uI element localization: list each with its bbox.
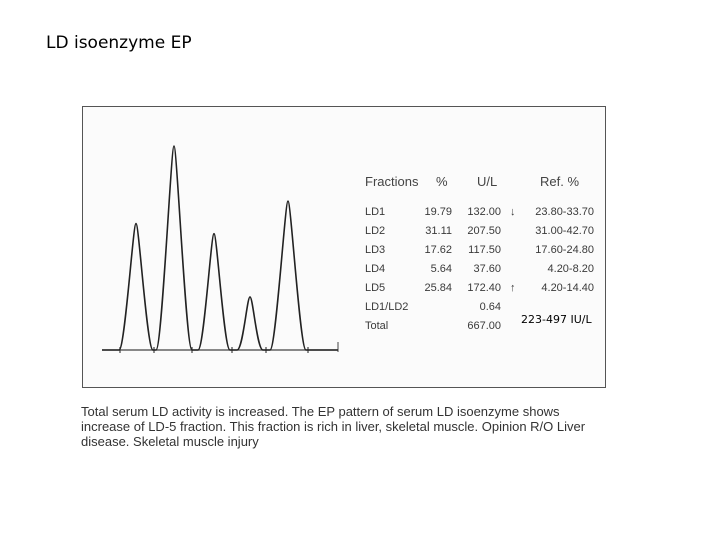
fraction-name: LD5 <box>365 282 386 294</box>
slide-title: LD isoenzyme EP <box>46 33 192 53</box>
electrophoresis-plot <box>96 120 346 360</box>
fraction-ul: 37.60 <box>473 263 501 275</box>
fraction-percent: 31.11 <box>425 225 452 237</box>
fraction-ul: 667.00 <box>467 320 501 332</box>
header-ref: Ref. % <box>540 174 580 189</box>
fraction-percent: 25.84 <box>424 282 452 294</box>
fraction-ul: 172.40 <box>467 282 501 294</box>
fraction-ul: 117.50 <box>468 244 501 256</box>
fraction-percent: 17.62 <box>424 244 452 256</box>
fraction-name: LD2 <box>365 225 386 237</box>
fraction-flag: ↑ <box>510 282 516 294</box>
fraction-name: LD1 <box>365 206 386 218</box>
interpretation-text: Total serum LD activity is increased. The EP pattern of serum LD isoenzyme shows increase of LD-5 fraction. This fraction is rich in liver, skeletal muscle. Opinion R/O Liver disease. Skeletal muscle injury <box>81 404 586 449</box>
fraction-percent: 19.79 <box>424 206 452 218</box>
fraction-ul: 207.50 <box>467 225 501 237</box>
fraction-ref: 4.20-14.40 <box>541 282 594 294</box>
header-ul: U/L <box>477 174 498 189</box>
fraction-ref: 31.00-42.70 <box>535 225 594 237</box>
fraction-ul: 132.00 <box>467 206 501 218</box>
fraction-name: LD4 <box>365 263 386 275</box>
fraction-ref: 23.80-33.70 <box>535 206 594 218</box>
fraction-flag: ↓ <box>510 206 516 218</box>
fraction-percent: 5.64 <box>430 263 452 275</box>
header-percent: % <box>436 174 448 189</box>
fraction-ref: 4.20-8.20 <box>547 263 594 275</box>
reference-range-note: 223-497 IU/L <box>521 313 592 326</box>
fraction-name: LD3 <box>365 244 386 256</box>
fraction-name: Total <box>365 320 389 332</box>
fraction-name: LD1/LD2 <box>365 301 409 313</box>
fraction-ref: 17.60-24.80 <box>535 244 594 256</box>
fraction-ul: 0.64 <box>479 301 501 313</box>
electrophoresis-trace <box>102 146 338 350</box>
header-fractions: Fractions <box>365 174 419 189</box>
